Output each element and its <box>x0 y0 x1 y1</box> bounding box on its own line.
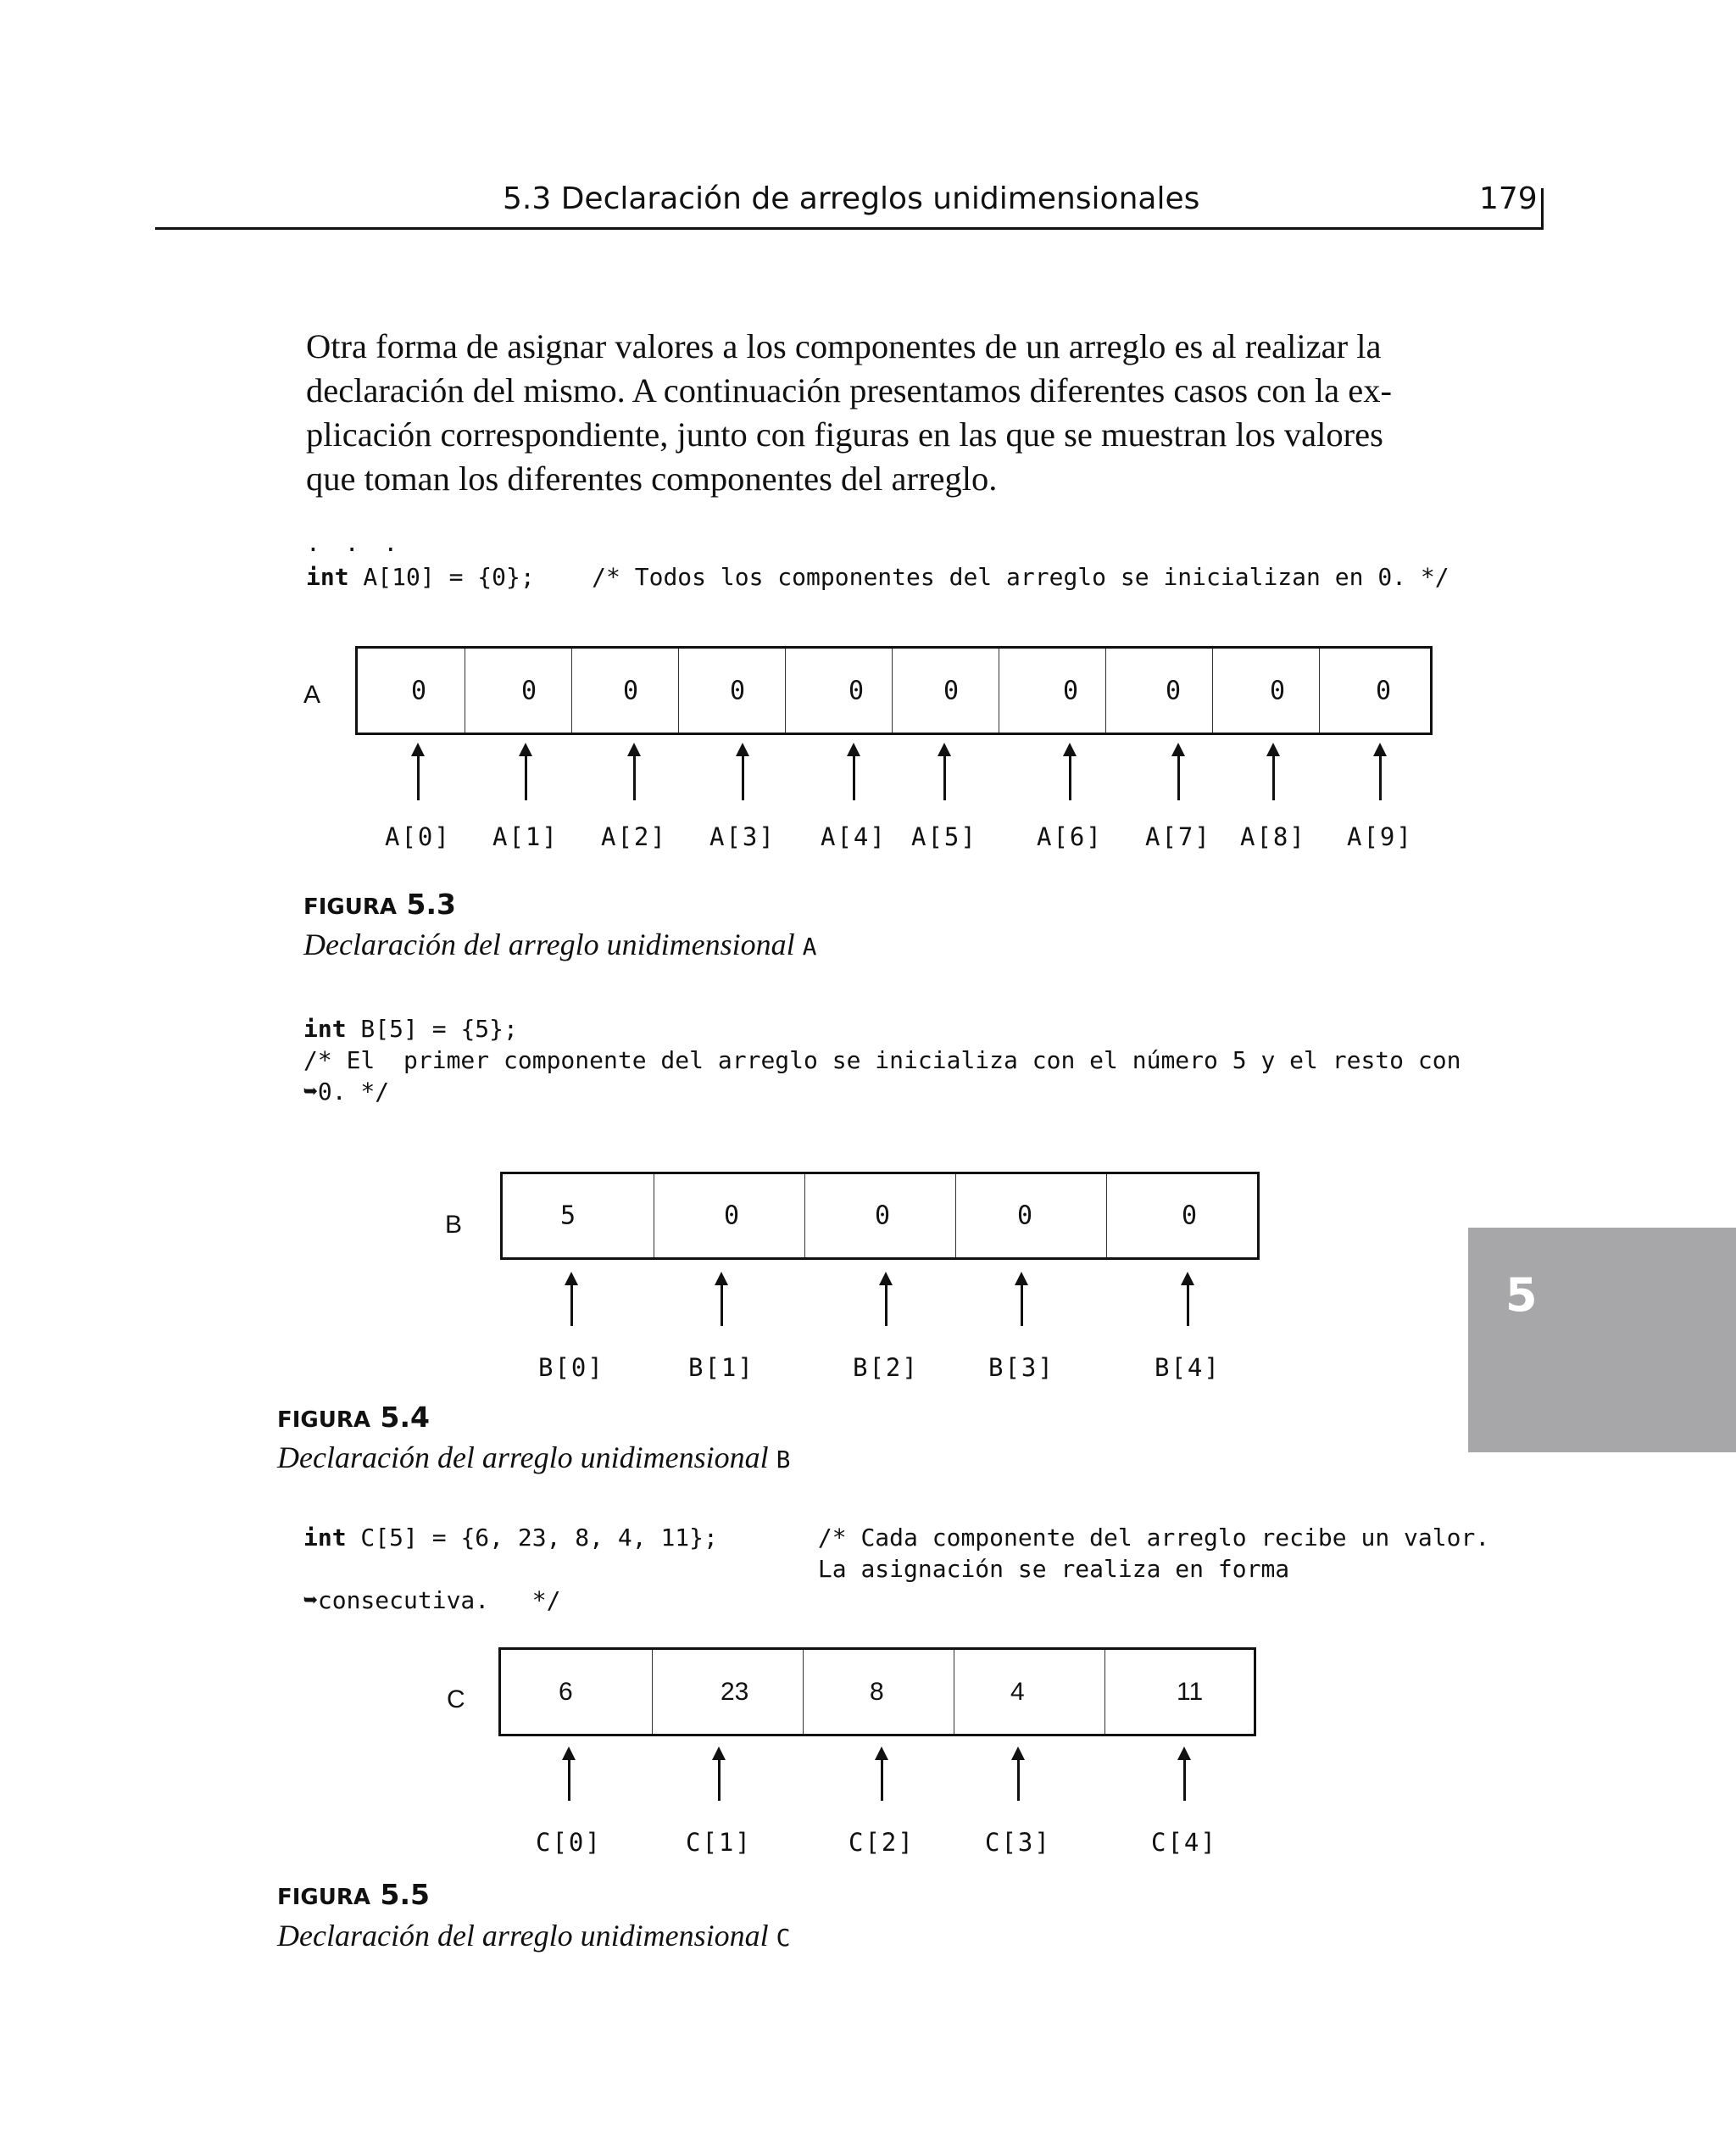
cell-value: 0 <box>1376 676 1392 705</box>
code-comment-c-cont: ➥consecutiva. */ <box>303 1586 561 1614</box>
array-cell <box>358 649 465 733</box>
index-label: C[2] <box>849 1828 915 1857</box>
array-cell <box>678 649 785 733</box>
index-label: A[3] <box>709 822 776 851</box>
intro-paragraph <box>306 325 1425 501</box>
paragraph-line: que toman los diferentes componentes del arreglo. <box>306 460 998 498</box>
figure-number: 5.5 <box>380 1878 430 1911</box>
array-cell <box>999 649 1105 733</box>
index-arrow <box>568 1758 570 1801</box>
code-declaration-b <box>303 1013 518 1045</box>
index-label: C[1] <box>686 1828 752 1857</box>
figure-caption-c <box>277 1918 790 1953</box>
cell-value: 0 <box>1166 676 1182 705</box>
chapter-tab <box>1468 1228 1736 1452</box>
index-label: A[2] <box>601 822 667 851</box>
cell-value: 0 <box>411 676 427 705</box>
array-cell <box>503 1174 654 1257</box>
chapter-number: 5 <box>1505 1268 1538 1322</box>
index-arrow <box>1177 755 1180 800</box>
array-cell <box>1319 649 1427 733</box>
array-name-b: B <box>445 1211 463 1239</box>
index-arrow <box>1379 755 1382 800</box>
code-text: B[5] = {5}; <box>346 1015 518 1043</box>
array-c-box <box>498 1647 1256 1736</box>
index-label: B[4] <box>1155 1353 1221 1382</box>
header-rule <box>155 227 1544 230</box>
cell-value: 0 <box>521 676 537 705</box>
code-comment-c: La asignación se realiza en forma <box>303 1555 1290 1583</box>
index-arrow <box>881 1758 883 1801</box>
cell-value: 0 <box>849 676 865 705</box>
figure-label-5-3 <box>303 888 456 921</box>
header-tick <box>1541 188 1544 230</box>
paragraph-line: Otra forma de asignar valores a los componentes de un arreglo es al realizar la <box>306 327 1382 365</box>
cell-value: 0 <box>1270 676 1286 705</box>
index-label: A[1] <box>492 822 559 851</box>
index-label: B[1] <box>688 1353 754 1382</box>
index-arrow <box>721 1284 723 1326</box>
page-number: 179 <box>1479 181 1538 216</box>
array-cell <box>954 1650 1104 1734</box>
figure-word: FIGURA <box>303 894 398 920</box>
cell-value: 0 <box>730 676 746 705</box>
index-arrow <box>1069 755 1071 800</box>
index-arrow <box>525 755 527 800</box>
cell-value: 0 <box>943 676 960 705</box>
index-arrow <box>1272 755 1275 800</box>
figure-number: 5.3 <box>406 888 456 921</box>
index-arrow <box>633 755 636 800</box>
index-arrow <box>943 755 946 800</box>
paragraph-line: plicación correspondiente, junto con figuras en las que se muestran los valores <box>306 415 1383 454</box>
figure-word: FIGURA <box>277 1885 371 1910</box>
index-label: A[6] <box>1037 822 1103 851</box>
index-arrow <box>1183 1758 1186 1801</box>
cell-value: 0 <box>1182 1201 1198 1231</box>
index-label: C[0] <box>536 1828 602 1857</box>
caption-variable: A <box>802 933 817 961</box>
caption-variable: B <box>776 1446 791 1474</box>
index-arrow <box>1021 1284 1023 1326</box>
array-cell <box>892 649 999 733</box>
caption-text: Declaración del arreglo unidimensional <box>277 1919 769 1953</box>
array-name-a: A <box>303 681 321 709</box>
figure-caption-b <box>277 1440 790 1475</box>
index-label: A[9] <box>1347 822 1413 851</box>
array-cell <box>955 1174 1106 1257</box>
cell-value: 4 <box>1010 1677 1025 1706</box>
index-arrow <box>1017 1758 1020 1801</box>
cell-value: 8 <box>870 1677 884 1706</box>
cell-value: 0 <box>875 1201 891 1231</box>
code-keyword: int <box>306 563 349 591</box>
index-label: B[2] <box>853 1353 919 1382</box>
array-cell <box>654 1174 804 1257</box>
index-arrow <box>885 1284 887 1326</box>
running-header-title: 5.3 Declaración de arreglos unidimensionales <box>503 181 1200 216</box>
index-arrow <box>570 1284 573 1326</box>
figure-caption-a <box>303 927 816 962</box>
code-comment-b: /* El primer componente del arreglo se inicializa con el número 5 y el resto con <box>303 1046 1461 1074</box>
index-label: A[7] <box>1145 822 1211 851</box>
figure-label-5-4 <box>277 1401 430 1434</box>
index-label: A[8] <box>1240 822 1306 851</box>
index-label: A[4] <box>821 822 887 851</box>
cell-value: 0 <box>623 676 639 705</box>
array-cell <box>804 1174 955 1257</box>
index-arrow <box>853 755 855 800</box>
array-cell <box>571 649 678 733</box>
cell-value: 0 <box>1017 1201 1033 1231</box>
cell-value: 23 <box>721 1677 749 1706</box>
array-cell <box>465 649 571 733</box>
code-ellipsis: . . . <box>306 529 403 557</box>
code-comment-b-cont: ➥0. */ <box>303 1078 390 1106</box>
code-keyword: int <box>303 1524 347 1552</box>
code-declaration-a <box>306 561 1449 593</box>
cell-value: 0 <box>1063 676 1079 705</box>
index-arrow <box>742 755 744 800</box>
index-label: A[5] <box>911 822 977 851</box>
code-declaration-c <box>303 1522 1489 1553</box>
caption-variable: C <box>776 1924 791 1952</box>
code-keyword: int <box>303 1015 347 1043</box>
array-cell <box>1106 1174 1262 1257</box>
index-label: C[3] <box>985 1828 1051 1857</box>
index-label: B[3] <box>988 1353 1054 1382</box>
figure-label-5-5 <box>277 1878 430 1911</box>
array-cell <box>1212 649 1319 733</box>
cell-value: 11 <box>1177 1677 1204 1706</box>
code-text: A[10] = {0}; /* Todos los componentes del arreglo se inicializan en 0. */ <box>348 563 1449 591</box>
index-label: C[4] <box>1151 1828 1217 1857</box>
cell-value: 6 <box>559 1677 573 1706</box>
index-arrow <box>718 1758 721 1801</box>
figure-number: 5.4 <box>380 1401 430 1434</box>
array-b-box <box>500 1172 1260 1260</box>
array-cell <box>501 1650 652 1734</box>
index-label: B[0] <box>538 1353 604 1382</box>
caption-text: Declaración del arreglo unidimensional <box>303 928 795 961</box>
array-cell <box>785 649 892 733</box>
index-arrow <box>417 755 420 800</box>
array-name-c: C <box>447 1685 465 1713</box>
array-a-box <box>355 646 1433 735</box>
index-label: A[0] <box>385 822 451 851</box>
array-cell <box>1105 649 1212 733</box>
array-cell <box>803 1650 954 1734</box>
array-cell <box>1104 1650 1259 1734</box>
paragraph-line: declaración del mismo. A continuación presentamos diferentes casos con la ex- <box>306 371 1392 409</box>
array-cell <box>652 1650 803 1734</box>
code-text: C[5] = {6, 23, 8, 4, 11}; /* Cada componente del arreglo recibe un valor. <box>346 1524 1490 1552</box>
cell-value: 5 <box>560 1201 576 1231</box>
caption-text: Declaración del arreglo unidimensional <box>277 1440 769 1474</box>
index-arrow <box>1187 1284 1189 1326</box>
cell-value: 0 <box>724 1201 740 1231</box>
figure-word: FIGURA <box>277 1407 371 1433</box>
